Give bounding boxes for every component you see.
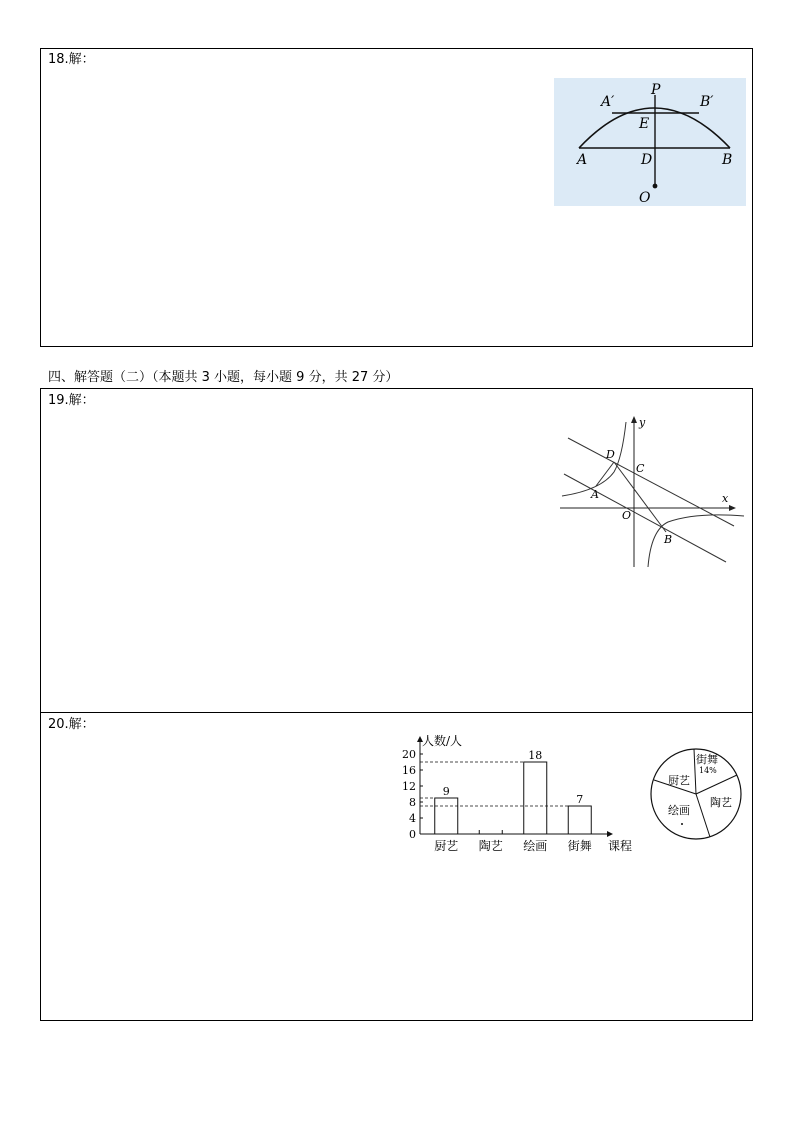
q20-label: 20.解： bbox=[48, 717, 95, 732]
bar-3 bbox=[524, 762, 547, 834]
q19-y-axis-arrow bbox=[631, 416, 637, 423]
q18-label-O: O bbox=[639, 190, 651, 206]
bar-category-label: 绘画 bbox=[523, 839, 548, 853]
q18-label-E: E bbox=[639, 116, 650, 132]
q19-label-B: B bbox=[664, 533, 673, 546]
bar-category-label: 陶艺 bbox=[478, 839, 503, 853]
bar-y-tick-label: 0 bbox=[409, 828, 416, 841]
q20-pie-label-percent: 14% bbox=[699, 766, 717, 775]
q19-label-A: A bbox=[591, 488, 599, 501]
q18-label-B-prime: B′ bbox=[700, 94, 714, 110]
section-4-title: 四、解答题（二）（本题共 3 小题，每小题 9 分，共 27 分） bbox=[48, 370, 399, 385]
q18-label: 18.解： bbox=[48, 52, 95, 67]
q20-pie-dot bbox=[681, 823, 683, 825]
q20-pie-label-painting: 绘画 bbox=[668, 804, 690, 817]
bar-y-tick-label: 12 bbox=[402, 780, 416, 793]
q19-hyperbola-branch-right bbox=[648, 515, 744, 567]
q20-pie-label-pottery: 陶艺 bbox=[710, 796, 732, 809]
bar-4 bbox=[568, 806, 591, 834]
q19-line-DC bbox=[568, 438, 734, 526]
q19-x-axis-arrow bbox=[729, 505, 736, 511]
q20-pie-label-street-dance: 街舞 bbox=[696, 753, 718, 766]
bar-data-label: 7 bbox=[576, 793, 584, 806]
q19-label-O: O bbox=[622, 509, 632, 522]
q19-function-figure bbox=[556, 412, 748, 572]
bar-category-label: 街舞 bbox=[567, 839, 592, 853]
bar-y-tick-label: 20 bbox=[402, 748, 416, 761]
q19-label-C: C bbox=[636, 462, 645, 475]
q18-label-D: D bbox=[641, 152, 653, 168]
bar-data-label: 9 bbox=[442, 785, 450, 798]
bar-1 bbox=[435, 798, 458, 834]
bar-y-tick-label: 4 bbox=[409, 812, 416, 825]
q19-axis-y-label: y bbox=[639, 416, 646, 429]
q19-line-AB bbox=[564, 474, 726, 562]
q18-label-A-prime: A′ bbox=[601, 94, 615, 110]
q20-bar-xlabel: 课程 bbox=[608, 839, 633, 853]
q18-label-A: A bbox=[577, 152, 588, 168]
q19-axis-x-label: x bbox=[722, 492, 729, 505]
q18-label-P: P bbox=[651, 82, 661, 98]
q20-pie-label-cooking: 厨艺 bbox=[668, 774, 690, 787]
q18-label-B: B bbox=[722, 152, 733, 168]
q20-bar-ylabel: 人数/人 bbox=[422, 734, 463, 748]
bar-x-axis-arrow bbox=[607, 831, 613, 837]
q18-figure-background bbox=[554, 78, 746, 206]
q19-label: 19.解： bbox=[48, 393, 95, 408]
bar-y-tick-label: 16 bbox=[402, 764, 416, 777]
q19-label-D: D bbox=[606, 448, 615, 461]
q20-bar-chart bbox=[396, 730, 640, 856]
q19-segment-DA bbox=[596, 462, 614, 486]
q18-point-O bbox=[653, 184, 658, 189]
q20-pie-chart bbox=[648, 746, 744, 842]
bar-data-label: 18 bbox=[528, 749, 543, 762]
bar-y-tick-label: 8 bbox=[409, 796, 416, 809]
q18-arc-figure bbox=[554, 78, 746, 206]
q19-hyperbola-branch-left bbox=[562, 422, 626, 496]
bar-category-label: 厨艺 bbox=[434, 839, 459, 853]
